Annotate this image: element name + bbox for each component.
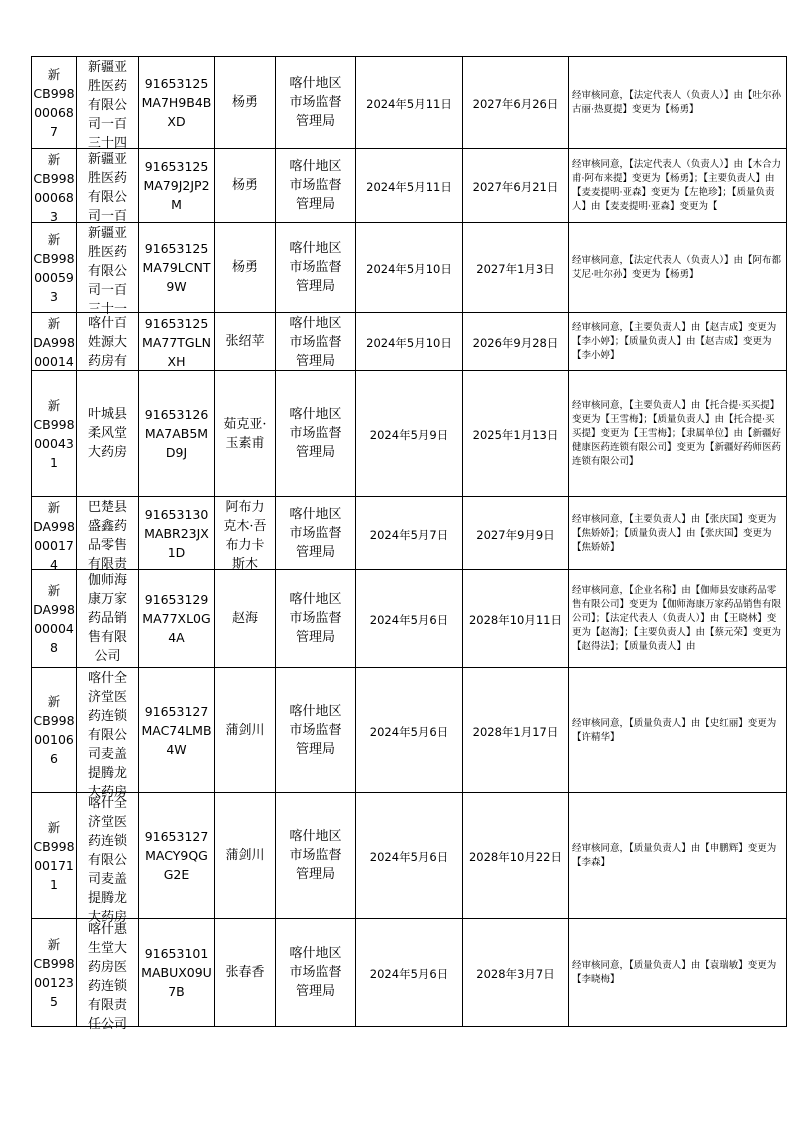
cell-text-line: 胜医药: [87, 170, 127, 186]
cell-text-line: MA79J2JP2: [143, 178, 210, 193]
issue-date: 2024年5月6日: [369, 613, 449, 627]
expiry-date: 2028年10月22日: [468, 850, 563, 864]
issue-date: 2024年5月6日: [369, 724, 449, 739]
cell-text-line: DA998: [33, 334, 75, 350]
issue-date: 2024年5月11日: [366, 97, 452, 111]
cell-text-line: 三十四: [87, 135, 127, 151]
cell-text-line: 柔风堂: [87, 426, 127, 441]
cell-text-line: 康万家: [87, 592, 127, 607]
change-note-cell: [569, 570, 787, 668]
issue-date-cell: [356, 793, 463, 919]
cell-text-line: 斯木: [231, 556, 258, 572]
cell-text-line: 喀什地区: [289, 946, 342, 961]
credit-code-cell: [139, 570, 215, 668]
cell-text-line: 司一百: [87, 208, 127, 224]
expiry-date: 2028年10月11日: [468, 613, 563, 627]
cell-text-line: 药连锁: [87, 833, 127, 849]
cell-text-line: 张春香: [225, 965, 265, 980]
issue-date-cell: [356, 313, 463, 371]
issue-date-cell: [356, 919, 463, 1027]
cell-text-line: 1: [50, 454, 58, 470]
cell-text-line: 阿布力: [225, 499, 265, 515]
credit-code-cell: [139, 497, 215, 570]
cell-text-line: 司一百: [87, 116, 127, 132]
change-note-cell: [569, 668, 787, 793]
change-note-cell: [569, 313, 787, 371]
cell-text-line: 1D: [167, 544, 186, 560]
cell-text-line: MA77XL0G: [142, 611, 211, 626]
credit-code-cell: [139, 793, 215, 919]
cell-text-line: 杨勇: [231, 260, 258, 275]
cell-text-line: 市场监督: [289, 178, 342, 193]
cell-text-line: 蒲剑川: [225, 722, 265, 738]
company-name-cell: [77, 668, 139, 800]
responsible-person-cell: [215, 668, 276, 793]
cell-text-line: 1: [50, 876, 58, 892]
cell-text-line: 管理局: [295, 445, 335, 460]
cell-text-line: 市场监督: [289, 334, 342, 350]
issue-date-cell: [356, 570, 463, 668]
issue-date: 2024年5月10日: [366, 262, 452, 276]
cell-text-line: 伽师海: [87, 573, 127, 588]
cell-text-line: 市场监督: [289, 95, 342, 110]
expiry-date-cell: [463, 919, 569, 1027]
change-note-cell: [569, 793, 787, 919]
cell-text-line: 克木·吾: [223, 518, 267, 534]
cell-text-line: 有限公: [87, 263, 127, 279]
expiry-date-cell: [463, 371, 569, 497]
table-row: [32, 919, 787, 1027]
cell-text-line: 公司: [94, 649, 121, 664]
company-name-cell: [77, 223, 139, 317]
cell-text-line: 管理局: [295, 544, 335, 560]
cell-text-line: 新疆亚: [87, 225, 127, 241]
cell-text-line: 品零售: [87, 537, 127, 553]
cell-text-line: 司麦盖: [87, 746, 127, 762]
cell-text-line: MA7H9B4B: [141, 95, 212, 110]
cell-text-line: 杨勇: [231, 95, 258, 110]
cell-text-line: 有限责: [87, 556, 127, 572]
expiry-date: 2028年1月17日: [472, 724, 559, 739]
table-row: [32, 223, 787, 313]
company-name-cell: [77, 149, 139, 223]
expiry-date: 2027年1月3日: [476, 262, 555, 276]
table-row: [32, 793, 787, 919]
change-note: 经审核同意，【法定代表人（负责人）】由【吐尔孙古丽·热夏提】变更为【杨勇】: [572, 90, 782, 115]
responsible-person-cell: [215, 223, 276, 313]
records-body: [32, 57, 787, 1032]
cell-text-line: 管理局: [295, 741, 335, 757]
expiry-date: 2025年1月13日: [472, 428, 559, 442]
credit-code-cell: [139, 371, 215, 497]
cell-text-line: 济堂医: [87, 814, 127, 830]
expiry-date: 2027年9月9日: [476, 527, 555, 542]
cell-text-line: 大药房: [87, 445, 127, 460]
cell-text-line: 管理局: [295, 867, 335, 882]
license-cell: [32, 223, 77, 313]
cell-text-line: 管理局: [295, 197, 335, 212]
cell-text-line: 91653125: [144, 315, 209, 331]
cell-text-line: 喀什地区: [289, 703, 342, 719]
cell-text-line: 蒲剑川: [225, 848, 265, 863]
change-note: 经审核同意，【企业名称】由【伽师县安康药品零售有限公司】变更为【伽师海康万家药品销售有限公司】；【法定代表人（负责人）】由【王晓林】变更为【赵海】；【主要负责人】由【蔡元荣】变更为【赵得法】；【质量负责人】由: [572, 585, 782, 652]
cell-text-line: 91653127: [144, 829, 209, 844]
issue-date: 2024年5月11日: [366, 180, 452, 194]
cell-text-line: 市场监督: [289, 848, 342, 863]
expiry-date-cell: [463, 57, 569, 149]
cell-text-line: CB998: [33, 838, 75, 854]
company-name-cell: [77, 793, 139, 925]
issuing-authority-cell: [276, 570, 356, 668]
cell-text-line: 药品销: [87, 611, 127, 626]
cell-text-line: 喀什地区: [289, 506, 342, 522]
company-name-cell: [77, 57, 139, 149]
cell-text-line: 有限责: [87, 997, 127, 1013]
expiry-date: 2026年9月28日: [472, 336, 559, 350]
table-row: [32, 149, 787, 223]
expiry-date-cell: [463, 793, 569, 919]
expiry-date-cell: [463, 223, 569, 313]
cell-text-line: 济堂医: [87, 689, 127, 705]
credit-code-cell: [139, 57, 215, 149]
cell-text-line: G2E: [163, 867, 190, 882]
license-cell: [32, 371, 77, 497]
expiry-date: 2027年6月21日: [472, 180, 559, 194]
cell-text-line: 新: [47, 582, 61, 598]
cell-text-line: 91653126: [144, 407, 209, 422]
cell-text-line: 91653130: [144, 506, 209, 522]
cell-text-line: 售有限: [87, 630, 127, 645]
cell-text-line: MA7AB5M: [144, 426, 209, 441]
table-row: [32, 497, 787, 570]
cell-text-line: CB998: [33, 170, 75, 186]
license-cell: [32, 497, 77, 570]
company-name-cell: [77, 313, 139, 371]
change-note: 经审核同意，【质量负责人】由【袁瑞敏】变更为【李晓梅】: [572, 960, 777, 985]
cell-text-line: 司一百: [87, 282, 127, 298]
change-note-cell: [569, 497, 787, 570]
cell-text-line: 91653125: [144, 241, 209, 256]
issuing-authority-cell: [276, 313, 356, 371]
cell-text-line: 新: [47, 66, 61, 82]
table-row: [32, 570, 787, 668]
issue-date-cell: [356, 223, 463, 313]
cell-text-line: 赵海: [231, 611, 258, 626]
responsible-person-cell: [215, 57, 276, 149]
license-cell: [32, 57, 77, 149]
cell-text-line: 市场监督: [289, 260, 342, 275]
company-name-cell: [77, 371, 139, 497]
issuing-authority-cell: [276, 371, 356, 497]
cell-text-line: 有限公: [87, 189, 127, 205]
license-cell: [32, 313, 77, 371]
change-note-cell: [569, 919, 787, 1027]
cell-text-line: 管理局: [295, 114, 335, 129]
cell-text-line: 新: [47, 231, 61, 247]
issuing-authority-cell: [276, 793, 356, 919]
cell-text-line: XD: [167, 114, 186, 129]
cell-text-line: 00014: [34, 353, 74, 369]
cell-text-line: 张绍苹: [225, 334, 265, 349]
change-note-cell: [569, 57, 787, 149]
expiry-date-cell: [463, 313, 569, 371]
cell-text-line: 喀什地区: [289, 241, 342, 256]
cell-text-line: CB998: [33, 250, 75, 266]
cell-text-line: 5: [50, 993, 58, 1009]
cell-text-line: 巴楚县: [87, 499, 127, 515]
cell-text-line: 司麦盖: [87, 871, 127, 887]
cell-text-line: 布力卡: [225, 537, 265, 553]
cell-text-line: 药连锁: [87, 978, 127, 994]
table-row: [32, 668, 787, 793]
cell-text-line: 三十一: [87, 301, 127, 317]
cell-text-line: 00123: [34, 974, 74, 990]
issue-date-cell: [356, 57, 463, 149]
cell-text-line: 任公司: [87, 1016, 127, 1032]
cell-text-line: 喀什地区: [289, 76, 342, 91]
issuing-authority-cell: [276, 668, 356, 793]
expiry-date: 2028年3月7日: [476, 967, 555, 981]
responsible-person-cell: [215, 497, 276, 570]
cell-text-line: 新: [47, 397, 61, 413]
cell-text-line: 00017: [34, 537, 74, 553]
change-note-cell: [569, 149, 787, 223]
cell-text-line: MACY9QG: [145, 848, 208, 863]
cell-text-line: 杨勇: [231, 178, 258, 193]
change-note-cell: [569, 371, 787, 497]
cell-text-line: 喀什地区: [289, 315, 342, 331]
license-cell: [32, 919, 77, 1027]
cell-text-line: XH: [167, 353, 186, 369]
change-note: 经审核同意，【质量负责人】由【史红丽】变更为【许精华】: [572, 717, 777, 743]
company-name-cell: [77, 570, 139, 668]
expiry-date-cell: [463, 668, 569, 793]
cell-text-line: 管理局: [295, 984, 335, 999]
cell-text-line: CB998: [33, 955, 75, 971]
change-note: 经审核同意，【法定代表人（负责人）】由【阿布都艾尼·吐尔孙】变更为【杨勇】: [572, 255, 782, 280]
cell-text-line: 胜医药: [87, 78, 127, 94]
cell-text-line: 提腾龙: [87, 890, 127, 906]
cell-text-line: MABR23JX: [144, 525, 209, 541]
credit-code-cell: [139, 223, 215, 313]
cell-text-line: 7B: [168, 984, 185, 999]
cell-text-line: 9W: [166, 279, 187, 294]
cell-text-line: 管理局: [295, 353, 335, 369]
cell-text-line: 00171: [34, 857, 74, 873]
cell-text-line: 00068: [34, 104, 74, 120]
cell-text-line: 大药房: [87, 909, 127, 925]
cell-text-line: 00059: [34, 269, 74, 285]
cell-text-line: 新: [47, 694, 61, 709]
cell-text-line: 00068: [34, 189, 74, 205]
cell-text-line: 喀什全: [87, 670, 127, 686]
change-note: 经审核同意，【主要负责人】由【赵吉成】变更为【李小婷】；【质量负责人】由【赵吉成】变更为【李小婷】: [572, 322, 777, 361]
cell-text-line: 喀什地区: [289, 159, 342, 174]
responsible-person-cell: [215, 919, 276, 1027]
cell-text-line: 有限公: [87, 97, 127, 113]
cell-text-line: 喀什地区: [289, 407, 342, 422]
cell-text-line: 姓源大: [87, 334, 127, 350]
company-name-cell: [77, 919, 139, 1032]
issue-date: 2024年5月6日: [369, 850, 449, 864]
cell-text-line: MABUX09U: [141, 965, 212, 980]
expiry-date-cell: [463, 497, 569, 570]
cell-text-line: 药连锁: [87, 708, 127, 724]
credit-code-cell: [139, 313, 215, 371]
cell-text-line: CB998: [33, 85, 75, 101]
cell-text-line: 91653125: [144, 76, 209, 91]
cell-text-line: 6: [50, 751, 58, 766]
cell-text-line: 盛鑫药: [87, 518, 127, 534]
cell-text-line: 管理局: [295, 279, 335, 294]
cell-text-line: 91653129: [144, 592, 209, 607]
responsible-person-cell: [215, 149, 276, 223]
change-note: 经审核同意，【主要负责人】由【张庆国】变更为【焦娇娇】；【质量负责人】由【张庆国】变更为【焦娇娇】: [572, 513, 777, 553]
cell-text-line: MA77TGLN: [142, 334, 211, 350]
cell-text-line: 药房医: [87, 959, 127, 975]
responsible-person-cell: [215, 371, 276, 497]
cell-text-line: 91653125: [144, 159, 209, 174]
issue-date-cell: [356, 149, 463, 223]
issue-date-cell: [356, 497, 463, 570]
license-cell: [32, 793, 77, 919]
issuing-authority-cell: [276, 919, 356, 1027]
cell-text-line: MA79LCNT: [142, 260, 211, 275]
issuing-authority-cell: [276, 223, 356, 313]
responsible-person-cell: [215, 793, 276, 919]
expiry-date-cell: [463, 570, 569, 668]
issue-date: 2024年5月7日: [369, 527, 449, 542]
credit-code-cell: [139, 668, 215, 793]
cell-text-line: 新: [47, 151, 61, 167]
cell-text-line: 喀什地区: [289, 829, 342, 844]
cell-text-line: 茹克亚·: [223, 416, 267, 432]
cell-text-line: 00004: [34, 620, 74, 636]
cell-text-line: 4W: [166, 741, 187, 757]
cell-text-line: 提腾龙: [87, 765, 127, 781]
issue-date-cell: [356, 371, 463, 497]
change-note: 经审核同意，【主要负责人】由【托合提·买买提】变更为【王雪梅】；【质量负责人】由【托合提·买买提】变更为【王雪梅】；【隶属单位】由【新疆好健康医药连锁有限公司】变更为【新疆好药师医药连锁有限公司】: [572, 400, 782, 467]
cell-text-line: 市场监督: [289, 611, 342, 626]
cell-text-line: M: [171, 197, 182, 212]
issue-date-cell: [356, 668, 463, 793]
cell-text-line: 大药房: [87, 784, 127, 800]
cell-text-line: 有限公: [87, 852, 127, 868]
cell-text-line: 药房有: [87, 353, 127, 369]
issuing-authority-cell: [276, 57, 356, 149]
cell-text-line: 叶城县: [87, 407, 127, 422]
cell-text-line: MAC74LMB: [141, 722, 212, 738]
cell-text-line: D9J: [165, 445, 188, 460]
cell-text-line: 喀什全: [87, 795, 127, 811]
cell-text-line: 新疆亚: [87, 151, 127, 167]
cell-text-line: 市场监督: [289, 525, 342, 541]
cell-text-line: 喀什惠: [87, 921, 127, 937]
cell-text-line: 8: [50, 639, 58, 655]
table-row: [32, 371, 787, 497]
issuing-authority-cell: [276, 149, 356, 223]
expiry-date-cell: [463, 149, 569, 223]
cell-text-line: 3: [50, 208, 58, 224]
table-row: [32, 57, 787, 149]
cell-text-line: 新: [47, 936, 61, 952]
cell-text-line: DA998: [33, 518, 75, 534]
cell-text-line: 4: [50, 556, 58, 572]
cell-text-line: 新疆亚: [87, 59, 127, 75]
cell-text-line: 市场监督: [289, 722, 342, 738]
change-note: 经审核同意，【法定代表人（负责人）】由【木合力甫·阿布来提】变更为【杨勇】；【主要负责人】由【麦麦提明·亚森】变更为【左艳珍】；【质量负责人】由【麦麦提明·亚森】变更为【: [572, 159, 782, 212]
cell-text-line: CB998: [33, 713, 75, 728]
cell-text-line: 有限公: [87, 727, 127, 743]
cell-text-line: 玉素甫: [225, 435, 265, 451]
cell-text-line: 胜医药: [87, 244, 127, 260]
change-note: 经审核同意，【质量负责人】由【申鹏辉】变更为【李森】: [572, 843, 777, 868]
cell-text-line: 91653101: [144, 946, 209, 961]
cell-text-line: 91653127: [144, 703, 209, 719]
cell-text-line: 新: [47, 315, 61, 331]
records-table: [31, 56, 787, 1032]
cell-text-line: 管理局: [295, 630, 335, 645]
issuing-authority-cell: [276, 497, 356, 570]
cell-text-line: 生堂大: [87, 940, 127, 956]
cell-text-line: 新: [47, 819, 61, 835]
license-cell: [32, 668, 77, 793]
cell-text-line: DA998: [33, 601, 75, 617]
issue-date: 2024年5月10日: [366, 336, 452, 350]
license-cell: [32, 570, 77, 668]
credit-code-cell: [139, 919, 215, 1027]
cell-text-line: 3: [50, 288, 58, 304]
responsible-person-cell: [215, 570, 276, 668]
expiry-date: 2027年6月26日: [472, 97, 559, 111]
credit-code-cell: [139, 149, 215, 223]
cell-text-line: 00106: [34, 732, 74, 747]
issue-date: 2024年5月6日: [369, 967, 449, 981]
cell-text-line: 市场监督: [289, 426, 342, 441]
issue-date: 2024年5月9日: [369, 428, 449, 442]
license-cell: [32, 149, 77, 223]
cell-text-line: 4A: [168, 630, 185, 645]
cell-text-line: 00043: [34, 435, 74, 451]
table-row: [32, 313, 787, 371]
cell-text-line: 喀什地区: [289, 592, 342, 607]
responsible-person-cell: [215, 313, 276, 371]
cell-text-line: 市场监督: [289, 965, 342, 980]
change-note-cell: [569, 223, 787, 313]
cell-text-line: 喀什百: [87, 315, 127, 331]
cell-text-line: CB998: [33, 416, 75, 432]
company-name-cell: [77, 497, 139, 570]
cell-text-line: 7: [50, 123, 58, 139]
cell-text-line: 新: [47, 499, 61, 515]
